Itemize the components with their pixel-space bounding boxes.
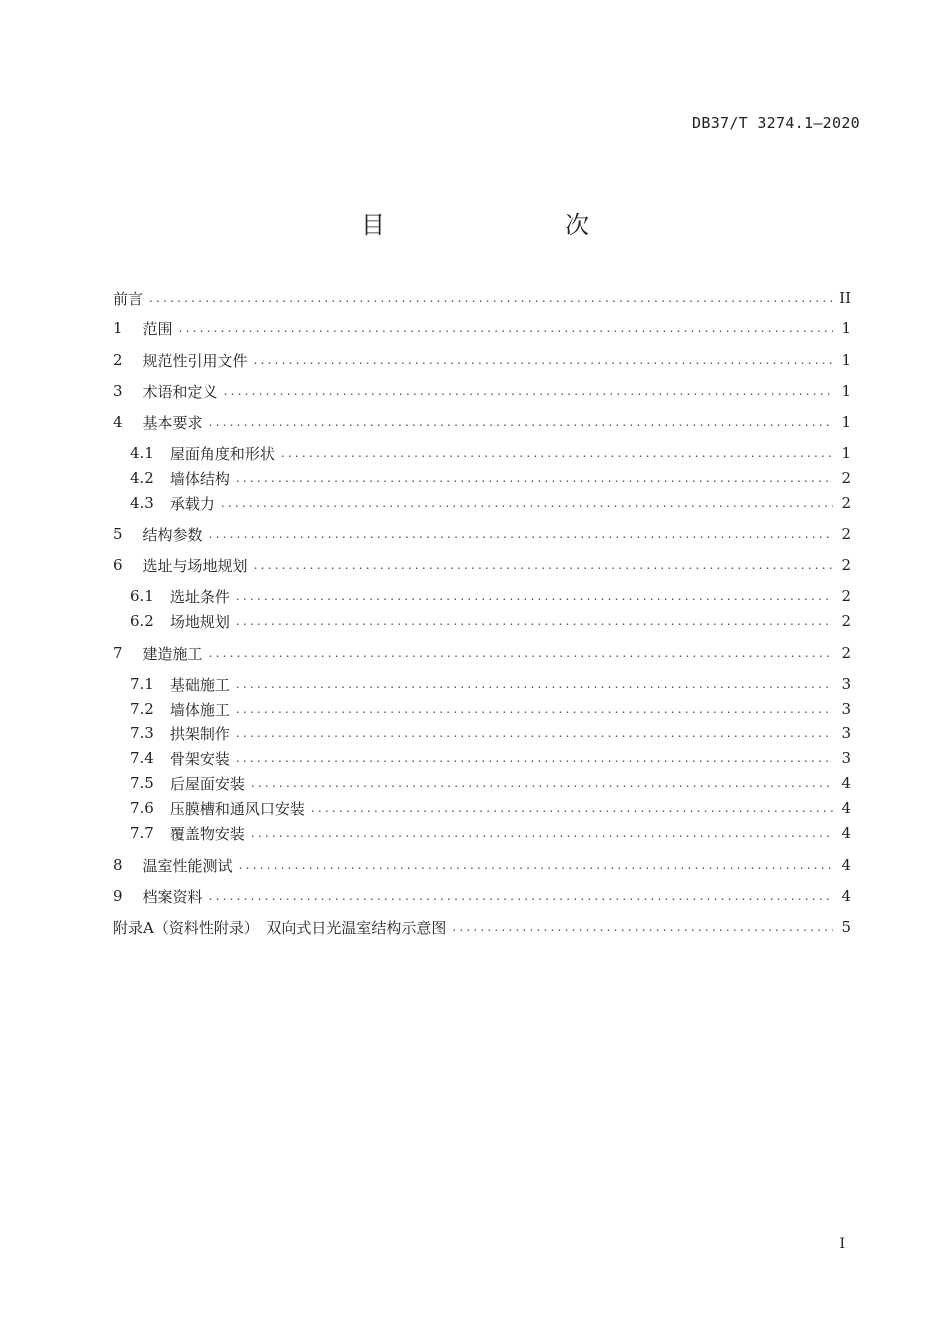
toc-entry-label: 选址与场地规划 <box>142 556 248 575</box>
toc-entry-number: 2 <box>113 351 123 369</box>
toc-entry-number: 6.2 <box>130 612 154 630</box>
toc-dot-leader <box>236 702 833 716</box>
toc-dot-leader <box>236 726 833 740</box>
toc-entry-number: 1 <box>113 319 123 337</box>
toc-entry-page: 2 <box>841 556 851 574</box>
toc-entry-page: 1 <box>841 382 851 400</box>
toc-entry-label: 术语和定义 <box>142 382 218 401</box>
toc-entry[interactable] <box>113 524 851 544</box>
toc-entry-number: 4.2 <box>130 469 154 487</box>
toc-entry-number: 6 <box>113 556 123 574</box>
toc-entry[interactable] <box>113 288 851 308</box>
toc-dot-leader <box>251 776 833 790</box>
toc-entry[interactable] <box>113 748 851 768</box>
page-number: I <box>839 1236 845 1252</box>
toc-dot-leader <box>236 589 833 603</box>
toc-entry-number: 7.3 <box>130 724 154 742</box>
toc-entry[interactable] <box>113 886 851 906</box>
toc-entry-label: 前言 <box>113 289 144 308</box>
toc-entry-label: 结构参数 <box>142 525 203 544</box>
toc-entry-page: 3 <box>841 724 851 742</box>
toc-entry-page: 3 <box>841 749 851 767</box>
toc-entry-page: 3 <box>841 675 851 693</box>
toc-entry-number: 8 <box>113 856 123 874</box>
toc-entry-label: 屋面角度和形状 <box>169 444 275 463</box>
toc-entry-label: 墙体结构 <box>169 469 230 488</box>
toc-dot-leader <box>452 920 833 934</box>
toc-entry-label: 基本要求 <box>142 413 203 432</box>
toc-entry-page: 4 <box>841 774 851 792</box>
toc-dot-leader <box>221 496 833 510</box>
toc-entry[interactable] <box>113 798 851 818</box>
toc-entry-page: 2 <box>841 525 851 543</box>
toc-entry-label: 拱架制作 <box>169 724 230 743</box>
toc-entry[interactable] <box>113 493 851 513</box>
toc-dot-leader <box>149 291 833 305</box>
toc-entry[interactable] <box>113 723 851 743</box>
toc-dot-leader <box>236 471 833 485</box>
toc-entry-page: 1 <box>841 444 851 462</box>
toc-entry-label: 温室性能测试 <box>142 856 233 875</box>
toc-entry-number: 7.7 <box>130 824 154 842</box>
toc-entry[interactable] <box>113 318 851 338</box>
toc-entry-page: 2 <box>841 612 851 630</box>
toc-entry-page: 4 <box>841 856 851 874</box>
toc-entry-page: 4 <box>841 887 851 905</box>
toc-dot-leader <box>209 646 833 660</box>
toc-dot-leader <box>251 826 833 840</box>
toc-entry[interactable] <box>113 773 851 793</box>
toc-entry-number: 7.4 <box>130 749 154 767</box>
toc-entry[interactable] <box>113 468 851 488</box>
toc-dot-leader <box>311 801 833 815</box>
toc-entry-number: 5 <box>113 525 123 543</box>
toc-dot-leader <box>209 415 833 429</box>
toc-entry-page: 4 <box>841 799 851 817</box>
toc-dot-leader <box>179 321 833 335</box>
toc-entry-number: 6.1 <box>130 587 154 605</box>
toc-entry-page: 2 <box>841 469 851 487</box>
toc-entry-label: 基础施工 <box>169 675 230 694</box>
toc-entry-number: 4 <box>113 413 123 431</box>
toc-dot-leader <box>254 558 833 572</box>
toc-dot-leader <box>239 858 833 872</box>
toc-entry-number: 4.1 <box>130 444 154 462</box>
toc-entry-label: 选址条件 <box>169 587 230 606</box>
toc-entry[interactable] <box>113 586 851 606</box>
toc-dot-leader <box>236 614 833 628</box>
toc-entry-label: 骨架安装 <box>169 749 230 768</box>
toc-entry-label: 建造施工 <box>142 644 203 663</box>
toc-entry[interactable] <box>113 611 851 631</box>
toc-entry-number: 7.1 <box>130 675 154 693</box>
toc-entry[interactable] <box>113 350 851 370</box>
toc-dot-leader <box>254 353 833 367</box>
toc-entry-page: 3 <box>841 700 851 718</box>
document-code: DB37/T 3274.1—2020 <box>692 114 860 132</box>
toc-entry-number: 4.3 <box>130 494 154 512</box>
toc-entry[interactable] <box>113 555 851 575</box>
toc-entry-page: 1 <box>841 413 851 431</box>
toc-entry-page: 1 <box>841 319 851 337</box>
toc-entry-number: 7.5 <box>130 774 154 792</box>
toc-entry-label: 档案资料 <box>142 887 203 906</box>
toc-entry[interactable] <box>113 823 851 843</box>
toc-entry[interactable] <box>113 917 851 937</box>
toc-title: 目 次 <box>361 211 633 239</box>
toc-entry[interactable] <box>113 699 851 719</box>
toc-entry[interactable] <box>113 412 851 432</box>
toc-dot-leader <box>209 889 833 903</box>
toc-entry-label: 后屋面安装 <box>169 774 245 793</box>
toc-entry-page: 5 <box>841 918 851 936</box>
toc-entry-label: 场地规划 <box>169 612 230 631</box>
toc-entry[interactable] <box>113 855 851 875</box>
toc-entry-label: 覆盖物安装 <box>169 824 245 843</box>
toc-dot-leader <box>209 527 833 541</box>
toc-entry-page: 2 <box>841 587 851 605</box>
toc-entry-number: 7.6 <box>130 799 154 817</box>
toc-entry-number: 3 <box>113 382 123 400</box>
toc-entry-label: 规范性引用文件 <box>142 351 248 370</box>
toc-entry-page: 4 <box>841 824 851 842</box>
toc-entry[interactable] <box>113 674 851 694</box>
toc-dot-leader <box>236 677 833 691</box>
toc-dot-leader <box>224 384 833 398</box>
toc-entry-label: 承载力 <box>169 494 215 513</box>
toc-entry-number: 7 <box>113 644 123 662</box>
toc-dot-leader <box>281 446 833 460</box>
toc-entry[interactable] <box>113 643 851 663</box>
toc-entry[interactable] <box>113 443 851 463</box>
toc-entry-number: 9 <box>113 887 123 905</box>
toc-entry-page: 1 <box>841 351 851 369</box>
toc-dot-leader <box>236 751 833 765</box>
toc-entry-label: 墙体施工 <box>169 700 230 719</box>
toc-entry[interactable] <box>113 381 851 401</box>
toc-entry-label: 附录A（资料性附录） 双向式日光温室结构示意图 <box>113 918 447 937</box>
toc-entry-page: 2 <box>841 494 851 512</box>
toc-entry-number: 7.2 <box>130 700 154 718</box>
toc-entry-label: 范围 <box>142 319 173 338</box>
toc-entry-label: 压膜槽和通风口安装 <box>169 799 305 818</box>
toc-entry-page: II <box>839 289 851 307</box>
toc-entry-page: 2 <box>841 644 851 662</box>
